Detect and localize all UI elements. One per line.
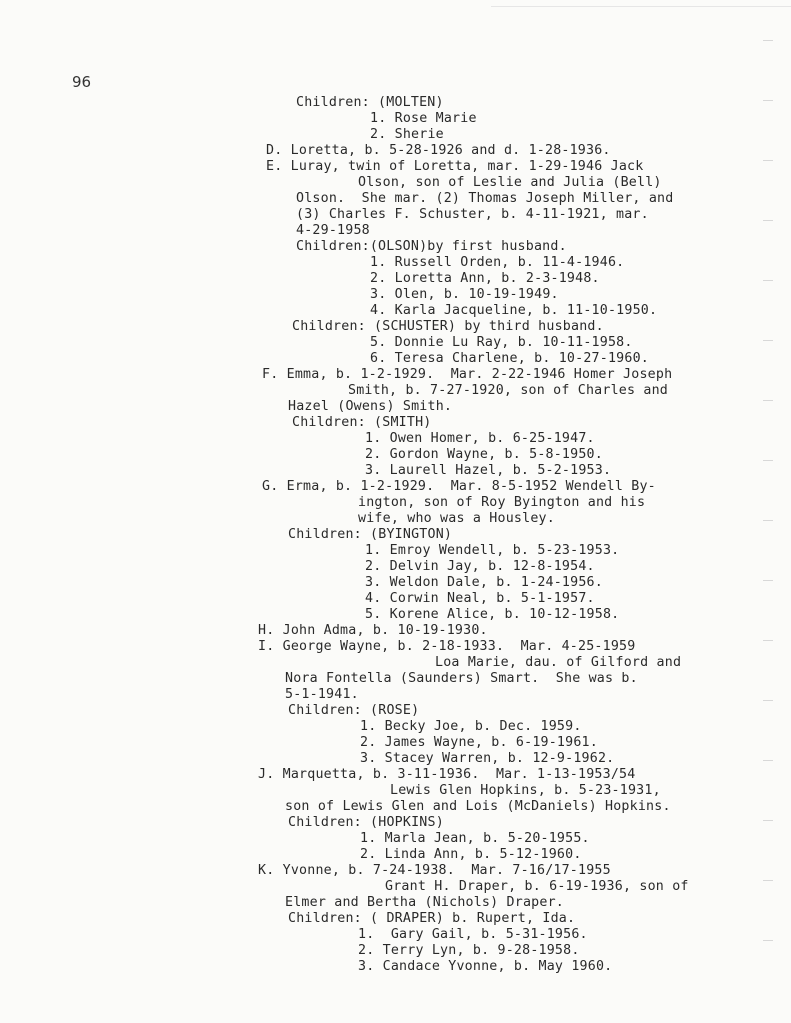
text-line: 1. Russell Orden, b. 11-4-1946.	[370, 255, 625, 270]
text-line: Lewis Glen Hopkins, b. 5-23-1931,	[390, 783, 661, 798]
text-line: Children:(OLSON)by first husband.	[296, 239, 567, 254]
text-line: 2. Gordon Wayne, b. 5-8-1950.	[365, 447, 603, 462]
text-line: Children: (HOPKINS)	[288, 815, 444, 830]
text-line: 2. Terry Lyn, b. 9-28-1958.	[358, 943, 580, 958]
text-line: 3. Olen, b. 10-19-1949.	[370, 287, 559, 302]
text-line: Smith, b. 7-27-1920, son of Charles and	[348, 383, 669, 398]
text-line: 2. Linda Ann, b. 5-12-1960.	[360, 847, 582, 862]
text-line: D. Loretta, b. 5-28-1926 and d. 1-28-1936.	[266, 143, 611, 158]
text-line: Loa Marie, dau. of Gilford and	[435, 655, 682, 670]
text-line: 5. Donnie Lu Ray, b. 10-11-1958.	[370, 335, 633, 350]
text-line: 4. Karla Jacqueline, b. 11-10-1950.	[370, 303, 658, 318]
text-line: 3. Candace Yvonne, b. May 1960.	[358, 959, 613, 974]
text-line: 1. Gary Gail, b. 5-31-1956.	[358, 927, 588, 942]
text-line: son of Lewis Glen and Lois (McDaniels) Hopkins.	[285, 799, 671, 814]
text-line: Olson, son of Leslie and Julia (Bell)	[358, 175, 662, 190]
text-line: Children: (SCHUSTER) by third husband.	[292, 319, 604, 334]
text-line: 1. Owen Homer, b. 6-25-1947.	[365, 431, 595, 446]
text-line: 4. Corwin Neal, b. 5-1-1957.	[365, 591, 595, 606]
text-line: E. Luray, twin of Loretta, mar. 1-29-1946 Jack	[266, 159, 644, 174]
text-line: Olson. She mar. (2) Thomas Joseph Miller, and	[296, 191, 674, 206]
text-line: F. Emma, b. 1-2-1929. Mar. 2-22-1946 Homer Joseph	[262, 367, 673, 382]
scan-edge-line	[491, 6, 791, 7]
text-line: 3. Laurell Hazel, b. 5-2-1953.	[365, 463, 612, 478]
text-line: K. Yvonne, b. 7-24-1938. Mar. 7-16/17-1955	[258, 863, 611, 878]
scan-margin-marks	[751, 40, 791, 1000]
text-line: 2. Delvin Jay, b. 12-8-1954.	[365, 559, 595, 574]
text-line: Hazel (Owens) Smith.	[288, 399, 453, 414]
text-line: J. Marquetta, b. 3-11-1936. Mar. 1-13-1953/54	[258, 767, 636, 782]
text-line: 5-1-1941.	[285, 687, 359, 702]
text-line: ington, son of Roy Byington and his	[358, 495, 646, 510]
text-line: Children: (BYINGTON)	[288, 527, 453, 542]
text-line: 2. Loretta Ann, b. 2-3-1948.	[370, 271, 600, 286]
text-line: 1. Marla Jean, b. 5-20-1955.	[360, 831, 590, 846]
text-line: 2. James Wayne, b. 6-19-1961.	[360, 735, 598, 750]
text-line: G. Erma, b. 1-2-1929. Mar. 8-5-1952 Wendell By-	[262, 479, 656, 494]
text-line: 3. Stacey Warren, b. 12-9-1962.	[360, 751, 615, 766]
text-line: 1. Becky Joe, b. Dec. 1959.	[360, 719, 582, 734]
text-line: Children: (SMITH)	[292, 415, 432, 430]
text-line: 3. Weldon Dale, b. 1-24-1956.	[365, 575, 603, 590]
text-line: 2. Sherie	[370, 127, 444, 142]
text-line: 6. Teresa Charlene, b. 10-27-1960.	[370, 351, 649, 366]
text-line: 5. Korene Alice, b. 10-12-1958.	[365, 607, 620, 622]
text-line: wife, who was a Housley.	[358, 511, 555, 526]
text-line: Children: (MOLTEN)	[296, 95, 444, 110]
text-line: (3) Charles F. Schuster, b. 4-11-1921, mar.	[296, 207, 649, 222]
text-line: I. George Wayne, b. 2-18-1933. Mar. 4-25-1959	[258, 639, 636, 654]
text-line: Nora Fontella (Saunders) Smart. She was b.	[285, 671, 638, 686]
text-line: Grant H. Draper, b. 6-19-1936, son of	[385, 879, 689, 894]
text-line: H. John Adma, b. 10-19-1930.	[258, 623, 488, 638]
text-line: 1. Emroy Wendell, b. 5-23-1953.	[365, 543, 620, 558]
text-line: 1. Rose Marie	[370, 111, 477, 126]
text-line: Elmer and Bertha (Nichols) Draper.	[285, 895, 564, 910]
page-number: 96	[72, 73, 92, 91]
text-line: Children: ( DRAPER) b. Rupert, Ida.	[288, 911, 576, 926]
text-line: Children: (ROSE)	[288, 703, 420, 718]
text-line: 4-29-1958	[296, 223, 370, 238]
